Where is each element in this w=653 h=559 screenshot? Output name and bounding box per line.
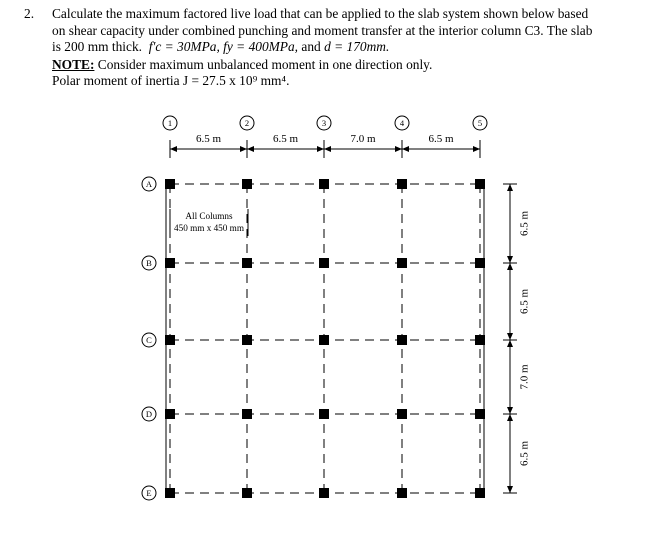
column-E5 [475, 488, 485, 498]
note-text: Consider maximum unbalanced moment in one direction only. [97, 56, 433, 72]
polar-moment-line: Polar moment of inertia J = 27.5 x 10⁹ mm⁴. [52, 73, 290, 88]
column-E3 [319, 488, 329, 498]
span-label-x-2: 6.5 m [272, 133, 299, 145]
and-word: and [301, 39, 321, 54]
gridline-label-2: 2 [244, 118, 250, 128]
column-B5 [475, 258, 485, 268]
dimension-arrow [247, 146, 254, 152]
column-E4 [397, 488, 407, 498]
dimension-arrow [507, 486, 513, 493]
problem-line-1: Calculate the maximum factored live load that can be applied to the slab system shown below based [52, 6, 589, 21]
dimension-arrow [507, 256, 513, 263]
column-D3 [319, 409, 329, 419]
column-B4 [397, 258, 407, 268]
dimension-arrow [170, 146, 177, 152]
dimension-arrow [507, 407, 513, 414]
column-C2 [242, 335, 252, 345]
columns-note-box [170, 209, 248, 236]
span-label-y-1: 6.5 m [518, 210, 531, 237]
dimension-arrow [402, 146, 409, 152]
column-B1 [165, 258, 175, 268]
column-A3 [319, 179, 329, 189]
column-A5 [475, 179, 485, 189]
dimension-arrow [507, 333, 513, 340]
gridline-label-D: D [145, 409, 153, 419]
column-A2 [242, 179, 252, 189]
dimension-arrow [324, 146, 331, 152]
gridline-label-3: 3 [321, 118, 327, 128]
dimension-arrow [507, 414, 513, 421]
problem-line-2: on shear capacity under combined punching and moment transfer at the interior column C3. The slab [52, 22, 593, 38]
dimension-arrow [240, 146, 247, 152]
column-C5 [475, 335, 485, 345]
column-D5 [475, 409, 485, 419]
right-dimension-line [503, 184, 531, 493]
span-label-y-2: 6.5 m [518, 288, 531, 315]
column-D1 [165, 409, 175, 419]
problem-number: 2. [24, 6, 35, 21]
gridline-label-A: A [145, 179, 153, 189]
dimension-arrow [507, 184, 513, 191]
column-A1 [165, 179, 175, 189]
column-E2 [242, 488, 252, 498]
fy-equation: fy = 400MPa, [223, 39, 299, 54]
column-D2 [242, 409, 252, 419]
column-gridline-bubbles [163, 116, 487, 130]
gridline-label-B: B [146, 258, 152, 268]
column-E1 [165, 488, 175, 498]
gridline-label-4: 4 [399, 118, 405, 128]
span-label-y-4: 6.5 m [518, 440, 531, 467]
column-C3 [319, 335, 329, 345]
fc-equation: f′c = 30MPa, [148, 39, 220, 54]
dimension-arrow [395, 146, 402, 152]
span-label-x-3: 7.0 m [350, 133, 376, 145]
dimension-arrow [507, 340, 513, 347]
dimension-arrow [507, 263, 513, 270]
column-B3 [319, 258, 329, 268]
columns-note-line-2: 450 mm x 450 mm [174, 223, 244, 233]
columns-note-line-1: All Columns [185, 211, 233, 221]
gridline-label-1: 1 [167, 118, 173, 128]
span-label-y-3: 7.0 m [518, 364, 531, 390]
row-gridline-bubbles [142, 177, 156, 500]
column-C1 [165, 335, 175, 345]
d-equation: d = 170mm. [324, 39, 390, 54]
span-label-x-4: 6.5 m [428, 133, 454, 145]
gridline-label-5: 5 [477, 118, 483, 128]
dimension-arrow [473, 146, 480, 152]
note-label: NOTE: [52, 56, 95, 72]
top-dimension-line [170, 133, 480, 158]
column-A4 [397, 179, 407, 189]
gridline-label-C: C [146, 335, 152, 345]
column-D4 [397, 409, 407, 419]
gridline-label-E: E [146, 488, 152, 498]
span-label-x-1: 6.5 m [195, 133, 222, 145]
column-B2 [242, 258, 252, 268]
slab-thickness-text: is 200 mm thick. [52, 39, 143, 54]
column-C4 [397, 335, 407, 345]
dimension-arrow [317, 146, 324, 152]
